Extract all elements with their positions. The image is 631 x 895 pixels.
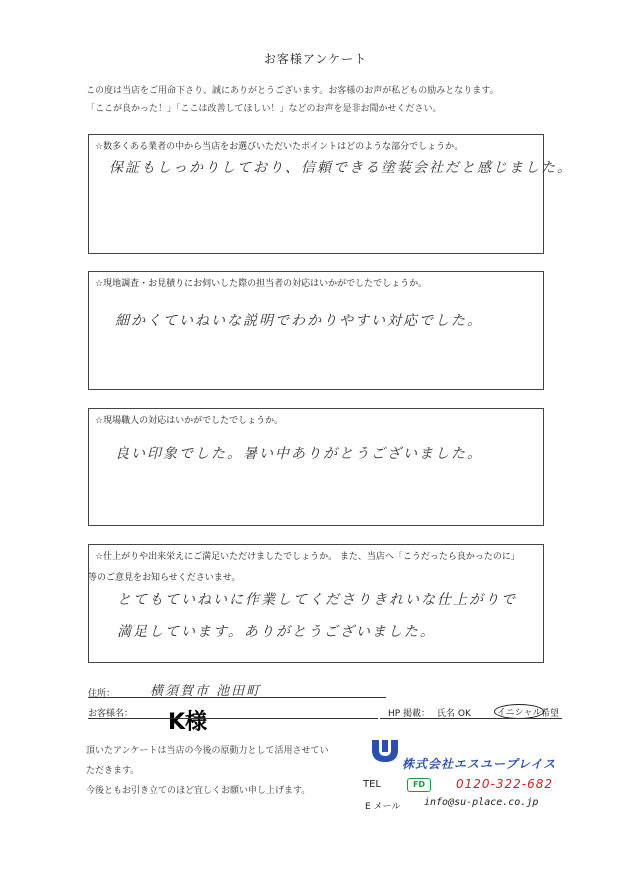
freedial-icon: FD (407, 778, 431, 792)
tel-label: TEL (363, 779, 381, 790)
question-box-1 (88, 134, 573, 254)
customer-name: K様 (168, 710, 208, 735)
hp-request: 希望 (541, 709, 560, 719)
answer-line: とてもていねいに作業してくださりきれいな仕上がりで (117, 592, 517, 608)
survey-title: お客様アンケート (263, 52, 368, 66)
hp-underline (380, 718, 562, 719)
question-box-3 (88, 408, 544, 526)
answer-line: 細かくていねいな説明でわかりやすい対応でした。 (115, 313, 483, 329)
intro-line-2: 「ここが良かった！」「ここは改善してほしい！」などのお声を是非お聞かせください。 (86, 104, 442, 114)
answer-line: 良い印象でした。暑い中ありがとうございました。 (115, 446, 483, 462)
customer-label: お客様名： (88, 709, 134, 719)
question-text: ☆仕上がりや出来栄えにご満足いただけましたでしょうか。 また、当店へ「こうだったら良かったのに」 (95, 552, 520, 562)
hp-initial-option (494, 704, 544, 719)
address-underline (88, 697, 386, 698)
question-text: ☆現場職人の対応はいかがでしたでしょうか。 (95, 416, 284, 426)
email-label: E メール (365, 802, 401, 812)
tel-number: 0120-322-682 (456, 777, 554, 791)
thanks-line-1: 頂いたアンケートは当店の今後の原動力として活用させてい (86, 746, 329, 756)
question-text: ☆数多くある業者の中から当店をお選びいただいたポイントはどのような部分でしょうか。 (95, 142, 464, 152)
customer-underline (88, 718, 378, 719)
intro-line-1: この度は当店をご用命下さり、誠にありがとうございます。お客様のお声が私どもの励みとなります。 (86, 86, 499, 96)
question-box-4 (88, 544, 544, 663)
hp-label: HP 掲載： (388, 709, 431, 719)
answer-line: 満足しています。ありがとうございました。 (117, 624, 436, 640)
initial-circled: イニシャル (494, 704, 544, 719)
question-box-2 (88, 271, 544, 390)
question-text-cont: 等のご意見をお知らせくださいませ。 (88, 573, 241, 583)
company-logo-icon (370, 738, 400, 766)
company-name: 株式会社エスユープレイス (402, 757, 557, 771)
hp-name-ok: 氏名 OK (437, 709, 471, 719)
answer-line: 保証もしっかりしており、信頼できる塗装会社だと感じました。 (109, 160, 573, 176)
thanks-line-2: ただきます。 (86, 766, 140, 776)
thanks-line-3: 今後ともお引き立てのほど宜しくお願い申し上げます。 (86, 786, 311, 796)
address-value: 横須賀市 池田町 (150, 684, 262, 699)
question-text: ☆現地調査・お見積りにお伺いした際の担当者の対応はいかがでしたでしょうか。 (95, 279, 428, 289)
address-label: 住所： (88, 689, 116, 699)
email-address: info@su-place.co.jp (424, 797, 539, 808)
